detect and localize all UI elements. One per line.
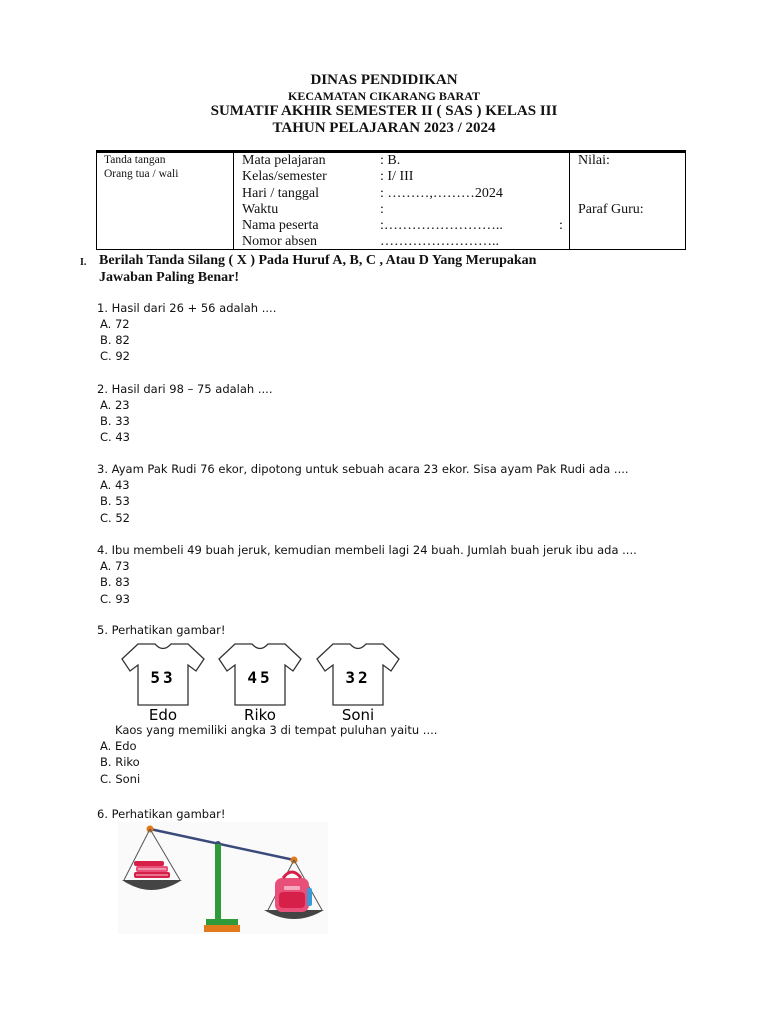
section-number: I.	[80, 257, 87, 268]
time-value[interactable]: :	[380, 202, 384, 217]
q1-option-c[interactable]: C. 92	[100, 349, 130, 363]
subject-label: Mata pelajaran	[242, 153, 326, 168]
balance-scale-illustration	[118, 822, 328, 934]
shirt-soni-name: Soni	[341, 706, 375, 723]
question-6: 6. Perhatikan gambar!	[97, 807, 226, 821]
participant-name-value[interactable]: :……………………..	[380, 218, 503, 233]
parent-signature-label: Tanda tangan Orang tua / wali	[104, 154, 179, 180]
participant-name-label: Nama peserta	[242, 218, 319, 233]
shirt-riko-name: Riko	[244, 706, 276, 723]
time-label: Waktu	[242, 202, 279, 217]
q4-option-b[interactable]: B. 83	[100, 575, 130, 589]
shirts-illustration	[118, 641, 408, 723]
class-semester-value[interactable]: : I/ III	[380, 169, 414, 184]
question-3: 3. Ayam Pak Rudi 76 ekor, dipotong untuk sebuah acara 23 ekor. Sisa ayam Pak Rudi ada ....	[97, 462, 629, 476]
shirt-edo	[122, 644, 204, 723]
q1-option-a[interactable]: A. 72	[100, 317, 130, 331]
shirt-soni-number: 32	[345, 668, 371, 687]
school-year: TAHUN PELAJARAN 2023 / 2024	[272, 120, 496, 136]
absent-number-label: Nomor absen	[242, 234, 318, 249]
q3-option-a[interactable]: A. 43	[100, 478, 130, 492]
q4-option-c[interactable]: C. 93	[100, 592, 130, 606]
q5-option-c[interactable]: C. Soni	[100, 772, 141, 786]
question-4: 4. Ibu membeli 49 buah jeruk, kemudian membeli lagi 24 buah. Jumlah buah jeruk ibu ada ....	[97, 543, 637, 557]
district-title: KECAMATAN CIKARANG BARAT	[288, 89, 480, 103]
q3-option-b[interactable]: B. 53	[100, 494, 130, 508]
question-5: 5. Perhatikan gambar!	[97, 623, 226, 637]
absent-number-value[interactable]: ……………………..	[380, 234, 499, 249]
subject-value[interactable]: : B.	[380, 153, 401, 168]
box-divider-left	[233, 153, 234, 250]
question-1: 1. Hasil dari 26 + 56 adalah ....	[97, 301, 277, 315]
score-label: Nilai:	[578, 153, 610, 168]
box-divider-right	[569, 153, 570, 250]
q3-option-c[interactable]: C. 52	[100, 511, 130, 525]
q2-option-c[interactable]: C. 43	[100, 430, 130, 444]
identity-box	[96, 150, 686, 252]
question-2: 2. Hasil dari 98 – 75 adalah ....	[97, 382, 273, 396]
q2-option-a[interactable]: A. 23	[100, 398, 130, 412]
date-label: Hari / tanggal	[242, 186, 319, 201]
q4-option-a[interactable]: A. 73	[100, 559, 130, 573]
shirt-riko-number: 45	[247, 668, 273, 687]
q5-option-b[interactable]: B. Riko	[100, 755, 140, 769]
q5-option-a[interactable]: A. Edo	[100, 739, 137, 753]
date-value[interactable]: : ………,………2024	[380, 186, 503, 201]
question-5-prompt: Kaos yang memiliki angka 3 di tempat puluhan yaitu ....	[115, 723, 438, 737]
shirt-soni	[317, 644, 399, 723]
scale-base	[204, 925, 240, 932]
class-semester-label: Kelas/semester	[242, 169, 327, 184]
teacher-initials-label: Paraf Guru:	[578, 202, 644, 217]
stray-colon: :	[559, 218, 563, 233]
exam-title: SUMATIF AKHIR SEMESTER II ( SAS ) KELAS III	[210, 103, 558, 119]
q2-option-b[interactable]: B. 33	[100, 414, 130, 428]
shirt-edo-name: Edo	[148, 706, 178, 723]
scale-stand	[215, 844, 221, 922]
shirt-edo-number: 53	[150, 668, 176, 687]
shirt-riko	[219, 644, 301, 723]
instruction-text: Berilah Tanda Silang ( X ) Pada Huruf A, B, C , Atau D Yang Merupakan Jawaban Paling Benar!	[99, 253, 537, 285]
q1-option-b[interactable]: B. 82	[100, 333, 130, 347]
office-title: DINAS PENDIDIKAN	[310, 72, 458, 88]
